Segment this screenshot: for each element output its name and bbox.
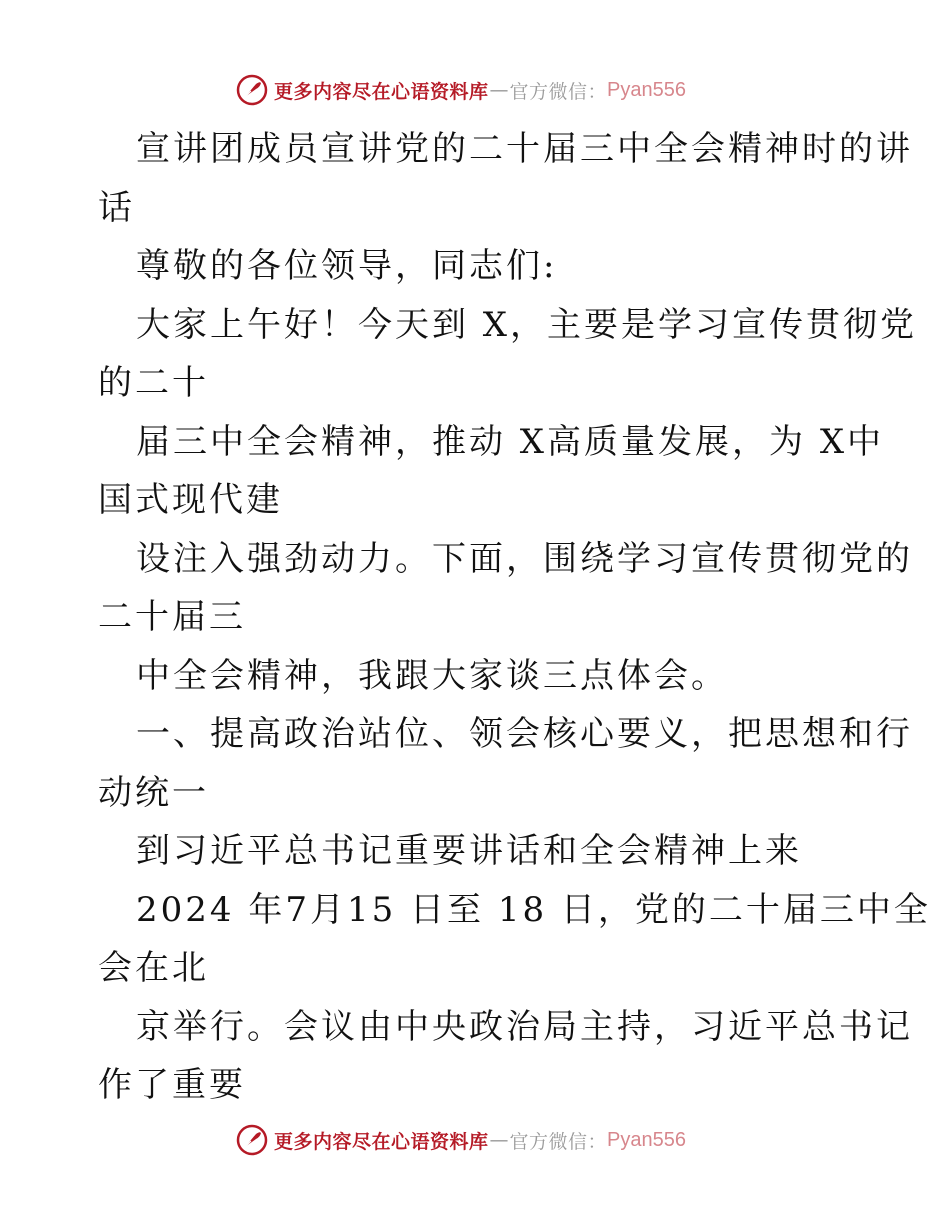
text-line: 话 [98, 187, 135, 228]
text-line: 一、提高政治站位、领会核心要义，把思想和行 [136, 714, 913, 754]
watermark-contact-id: Pyan556 [607, 78, 686, 101]
text-line: 京举行。会议由中央政治局主持，习近平总书记 [136, 1006, 913, 1047]
feather-pen-logo-icon [236, 1124, 268, 1156]
footer-watermark [236, 1122, 686, 1158]
text-line: 二十届三 [98, 597, 246, 637]
text-line: 设注入强劲动力。下面，围绕学习宣传贯彻党的 [136, 538, 913, 579]
text-line: 作了重要 [98, 1065, 246, 1105]
watermark-separator: — [489, 1129, 509, 1151]
watermark-contact-id: Pyan556 [607, 1128, 686, 1151]
feather-pen-logo-icon [236, 74, 268, 106]
text-line: 到习近平总书记重要讲话和全会精神上来 [136, 831, 802, 871]
watermark-text: 更多内容尽在心语资料库 [274, 80, 489, 103]
text-line: 2024 年7月15 日至 18 日，党的二十届三中全 [136, 889, 931, 930]
watermark-text: 更多内容尽在心语资料库 [274, 1130, 489, 1153]
text-line: 尊敬的各位领导，同志们: [136, 246, 558, 286]
watermark-contact-label: 官方微信： [509, 1130, 608, 1153]
text-line: 动统一 [98, 772, 209, 813]
text-line: 宣讲团成员宣讲党的二十届三中全会精神时的讲 [136, 129, 913, 169]
header-watermark [236, 72, 686, 108]
text-line: 会在北 [98, 948, 209, 988]
document-body [98, 120, 931, 1115]
text-line: 国式现代建 [98, 480, 283, 520]
text-line: 大家上午好！今天到 X，主要是学习宣传贯彻党 [136, 304, 918, 345]
watermark-contact-label: 官方微信： [509, 80, 608, 103]
text-line: 的二十 [98, 363, 209, 403]
text-line: 届三中全会精神，推动 X高质量发展，为 X中 [136, 421, 885, 462]
watermark-separator: — [489, 79, 509, 101]
text-line: 中全会精神，我跟大家谈三点体会。 [136, 655, 728, 696]
